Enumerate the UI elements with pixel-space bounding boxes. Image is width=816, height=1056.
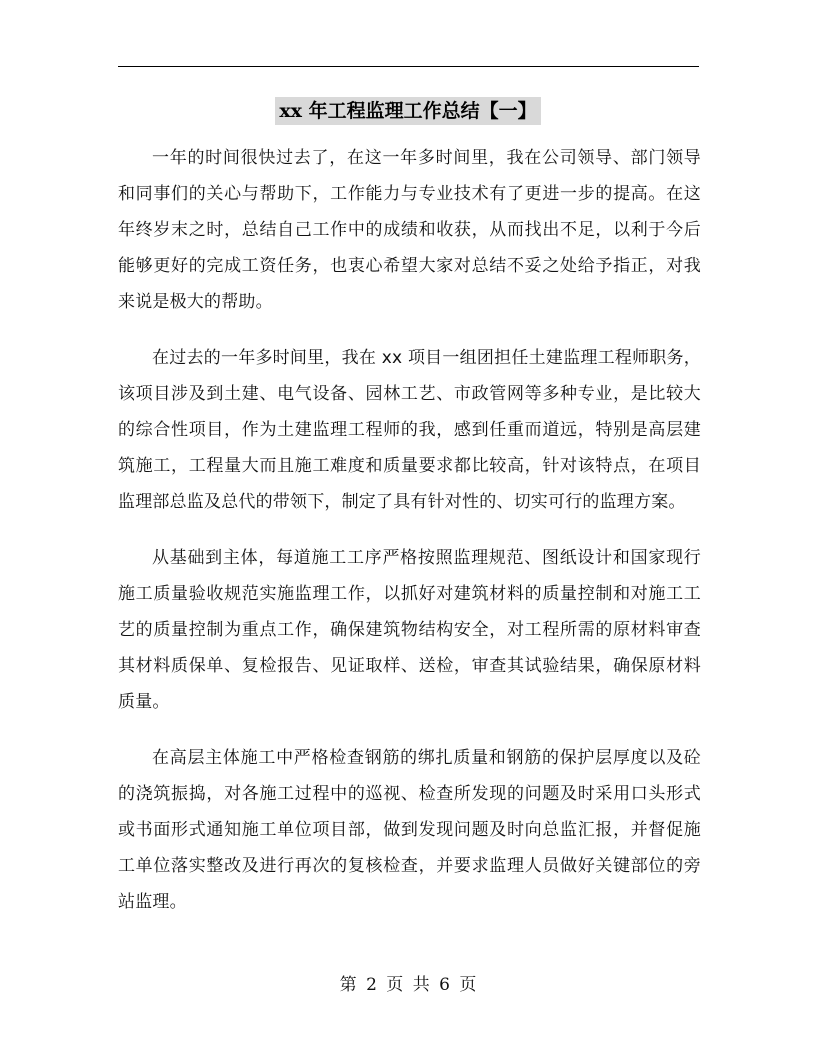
document-body (118, 140, 701, 940)
paragraph-1: 一年的时间很快过去了，在这一年多时间里，我在公司领导、部门领导和同事们的关心与帮助下，工作能力与专业技术有了更进一步的提高。在这年终岁末之时，总结自己工作中的成绩和收获，从而找出不足，以利于今后能够更好的完成工资任务，也衷心希望大家对总结不妥之处给予指正，对我来说是极大的帮助。 (118, 148, 701, 312)
title-container (0, 97, 816, 125)
page-footer: 第 2 页 共 6 页 (339, 975, 477, 995)
paragraph-3: 从基础到主体，每道施工工序严格按照监理规范、图纸设计和国家现行施工质量验收规范实施监理工作，以抓好对建筑材料的质量控制和对施工工艺的质量控制为重点工作，确保建筑物结构安全，对工程所需的原材料审查其材料质保单、复检报告、见证取样、送检，审查其试验结果，确保原材料质量。 (118, 548, 701, 712)
paragraph-4: 在高层主体施工中严格检查钢筋的绑扎质量和钢筋的保护层厚度以及砼的浇筑振捣，对各施工过程中的巡视、检查所发现的问题及时采用口头形式或书面形式通知施工单位项目部，做到发现问题及时向总监汇报，并督促施工单位落实整改及进行再次的复核检查，并要求监理人员做好关键部位的旁站监理。 (118, 748, 701, 912)
header-rule (118, 66, 699, 67)
paragraph-2: 在过去的一年多时间里，我在 xx 项目一组团担任土建监理工程师职务，该项目涉及到土建、电气设备、园林工艺、市政管网等多种专业，是比较大的综合性项目，作为土建监理工程师的我，感到任重而道远，特别是高层建筑施工，工程量大而且施工难度和质量要求都比较高，针对该特点，在项目监理部总监及总代的带领下，制定了具有针对性的、切实可行的监理方案。 (118, 348, 701, 512)
document-title: xx 年工程监理工作总结【一】 (275, 97, 540, 125)
